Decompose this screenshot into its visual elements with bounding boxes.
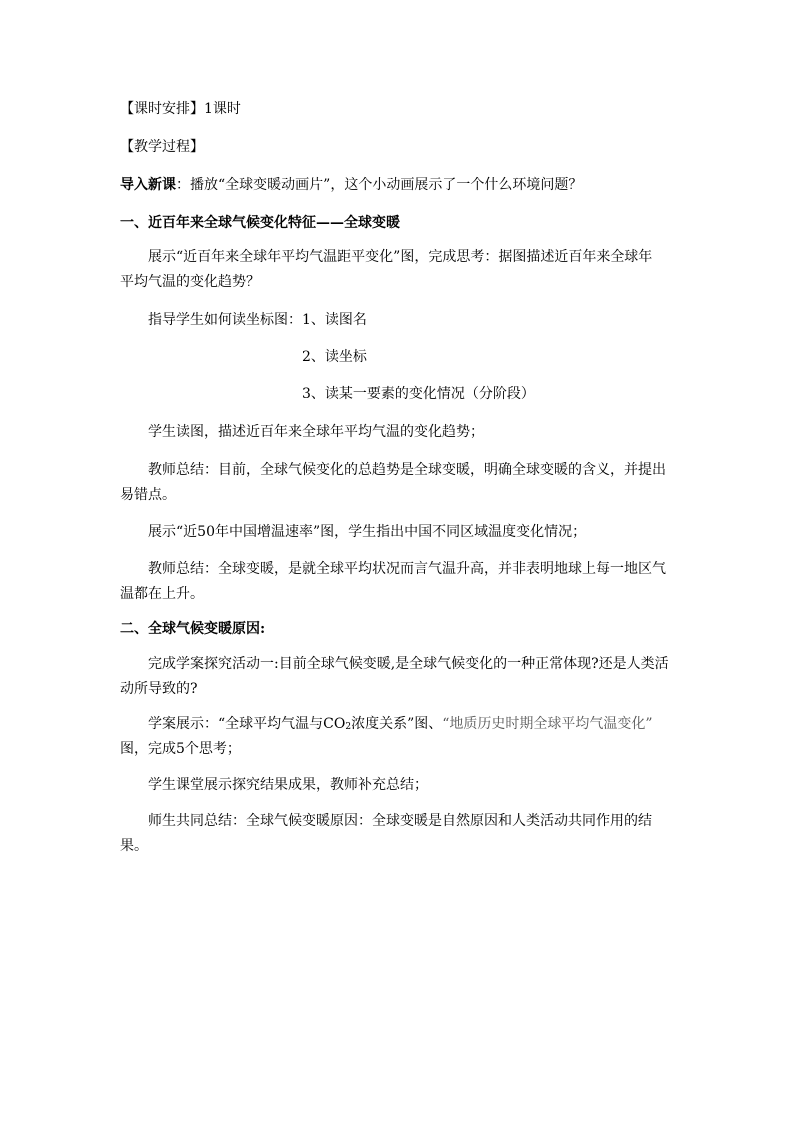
case-display-text: 学案展示：“全球平均气温与CO: [148, 716, 346, 732]
paragraph-activity-1: 完成学案探究活动一:目前全球气候变暖,是全球气候变化的一种正常体现?还是人类活: [148, 656, 669, 672]
lesson-duration: 【课时安排】1课时: [120, 101, 241, 117]
paragraph-teacher-summary-2: 教师总结：全球变暖，是就全球平均状况而言气温升高，并非表明地球上每一地区气: [148, 561, 666, 577]
introduction-text: ：播放“全球变暖动画片”，这个小动画展示了一个什么环境问题？: [176, 177, 583, 193]
paragraph-joint-summary: 师生共同总结：全球气候变暖原因：全球变暖是自然原因和人类活动共同作用的结: [148, 813, 652, 829]
reading-guide-step-2: 2、读坐标: [302, 349, 367, 365]
reading-guide-step-1: 指导学生如何读坐标图：1、读图名: [148, 312, 367, 328]
paragraph-show-chart: 展示“近百年来全球年平均气温距平变化”图，完成思考：据图描述近百年来全球年: [148, 249, 653, 265]
paragraph-teacher-summary-2-cont: 温都在上升。: [120, 586, 204, 602]
paragraph-china-warming: 展示“近50年中国增温速率”图，学生指出中国不同区域温度变化情况；: [148, 524, 587, 540]
paragraph-case-display-cont: 图，完成5个思考；: [120, 741, 241, 757]
paragraph-student-reading: 学生读图，描述近百年来全球年平均气温的变化趋势；: [148, 424, 484, 440]
paragraph-student-presentation: 学生课堂展示探究结果成果，教师补充总结；: [148, 777, 428, 793]
reading-guide-step-3: 3、读某一要素的变化情况（分阶段）: [302, 386, 535, 402]
introduction-label: 导入新课: [120, 177, 176, 193]
case-display-chart-title: “地质历史时期全球平均气温变化”: [442, 716, 653, 732]
paragraph-teacher-summary-1: 教师总结：目前，全球气候变化的总趋势是全球变暖，明确全球变暖的含义，并提出: [148, 462, 666, 478]
teaching-process-heading: 【教学过程】: [120, 139, 204, 155]
paragraph-teacher-summary-1-cont: 易错点。: [120, 487, 176, 503]
section-1-heading: 一、近百年来全球气候变化特征——全球变暖: [120, 215, 400, 231]
co2-subscript: 2: [345, 722, 352, 732]
paragraph-show-chart-cont: 平均气温的变化趋势？: [120, 274, 260, 290]
case-display-text-mid: 浓度关系”图、: [351, 716, 443, 732]
introduction-line: [120, 173, 582, 197]
section-2-heading: 二、全球气候变暖原因:: [120, 621, 266, 637]
paragraph-activity-1-cont: 动所导致的?: [120, 681, 198, 697]
paragraph-case-display: [148, 712, 653, 739]
paragraph-joint-summary-cont: 果。: [120, 838, 148, 854]
